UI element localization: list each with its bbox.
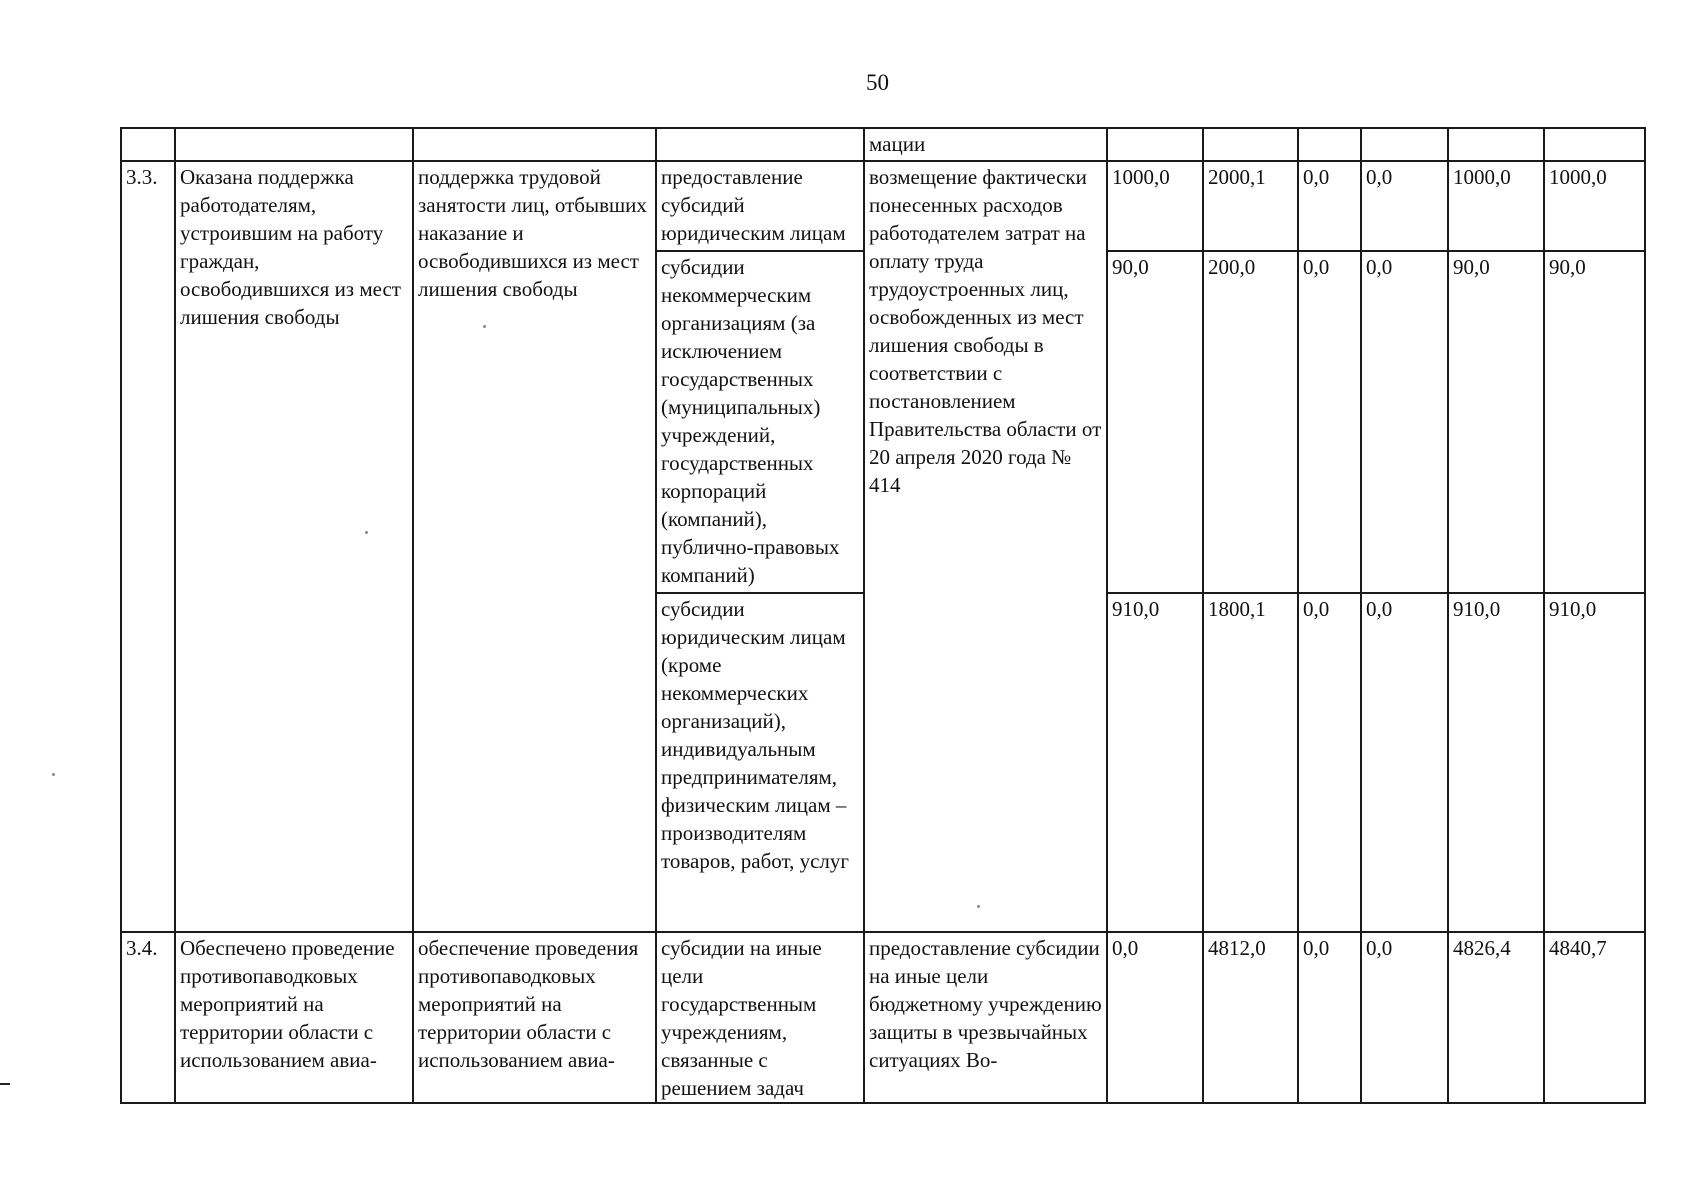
result-cell: Оказана поддержка работодателям, устроившим на работу граждан, освободившихся из мест лишения свободы xyxy=(175,161,413,932)
cell-empty xyxy=(1448,128,1544,161)
value-cell: 200,0 xyxy=(1203,251,1298,593)
value-cell: 910,0 xyxy=(1448,593,1544,932)
scan-speck xyxy=(52,773,55,776)
cell-empty xyxy=(1203,128,1298,161)
cell-empty xyxy=(1298,128,1361,161)
value-cell: 0,0 xyxy=(1361,593,1448,932)
result-cell: Обеспечено проведение противопаводковых мероприятий на территории области с использованием авиа- xyxy=(175,932,413,1103)
continuation-row xyxy=(121,128,1645,161)
basis-cell: возмещение фактически понесенных расходов работодателем затрат на оплату труда трудоустроенных лиц, освобожденных из мест лишения свободы в соответствии с постановлением Правительства области от 20 апреля 2020 года № 414 xyxy=(864,161,1107,932)
event-cell: поддержка трудовой занятости лиц, отбывших наказание и освободившихся из мест лишения свободы xyxy=(413,161,656,932)
value-cell: 0,0 xyxy=(1298,251,1361,593)
cell-empty xyxy=(656,128,864,161)
value-cell: 0,0 xyxy=(1361,251,1448,593)
table-row xyxy=(121,161,1645,251)
direction-cell: субсидии юридическим лицам (кроме некоммерческих организаций), индивидуальным предпринимателям, физическим лицам – производителям товаров, работ, услуг xyxy=(656,593,864,932)
value-cell: 90,0 xyxy=(1544,251,1645,593)
value-cell: 0,0 xyxy=(1107,932,1203,1103)
value-cell: 1000,0 xyxy=(1544,161,1645,251)
budget-table xyxy=(120,127,1646,1104)
cell-empty xyxy=(175,128,413,161)
cell-empty xyxy=(121,128,175,161)
value-cell: 0,0 xyxy=(1298,932,1361,1103)
direction-cell: предоставление субсидий юридическим лицам xyxy=(656,161,864,251)
basis-tail-cell: мации xyxy=(864,128,1107,161)
row-number: 3.4. xyxy=(121,932,175,1103)
scan-speck xyxy=(977,905,980,908)
value-cell: 90,0 xyxy=(1448,251,1544,593)
value-cell: 4826,4 xyxy=(1448,932,1544,1103)
value-cell: 910,0 xyxy=(1107,593,1203,932)
row-number: 3.3. xyxy=(121,161,175,932)
scan-speck xyxy=(365,531,368,534)
cell-empty xyxy=(1361,128,1448,161)
value-cell: 1000,0 xyxy=(1448,161,1544,251)
value-cell: 0,0 xyxy=(1361,932,1448,1103)
cell-empty xyxy=(1107,128,1203,161)
value-cell: 1800,1 xyxy=(1203,593,1298,932)
value-cell: 4812,0 xyxy=(1203,932,1298,1103)
value-cell: 90,0 xyxy=(1107,251,1203,593)
table-row xyxy=(121,932,1645,1103)
value-cell: 2000,1 xyxy=(1203,161,1298,251)
value-cell: 1000,0 xyxy=(1107,161,1203,251)
value-cell: 0,0 xyxy=(1361,161,1448,251)
value-cell: 4840,7 xyxy=(1544,932,1645,1103)
cell-empty xyxy=(1544,128,1645,161)
value-cell: 0,0 xyxy=(1298,161,1361,251)
scan-speck xyxy=(483,325,486,328)
value-cell: 0,0 xyxy=(1298,593,1361,932)
event-cell: обеспечение проведения противопаводковых мероприятий на территории области с использованием авиа- xyxy=(413,932,656,1103)
direction-cell: субсидии некоммерческим организациям (за исключением государственных (муниципальных) учреждений, государственных корпораций (компаний), публично-правовых компаний) xyxy=(656,251,864,593)
direction-cell: субсидии на иные цели государственным учреждениям, связанные с решением задач xyxy=(656,932,864,1103)
page-number: 50 xyxy=(866,70,889,95)
cell-empty xyxy=(413,128,656,161)
value-cell: 910,0 xyxy=(1544,593,1645,932)
basis-cell: предоставление субсидии на иные цели бюджетному учреждению защиты в чрезвычайных ситуациях Во- xyxy=(864,932,1107,1103)
scan-edge-mark xyxy=(0,1083,10,1085)
